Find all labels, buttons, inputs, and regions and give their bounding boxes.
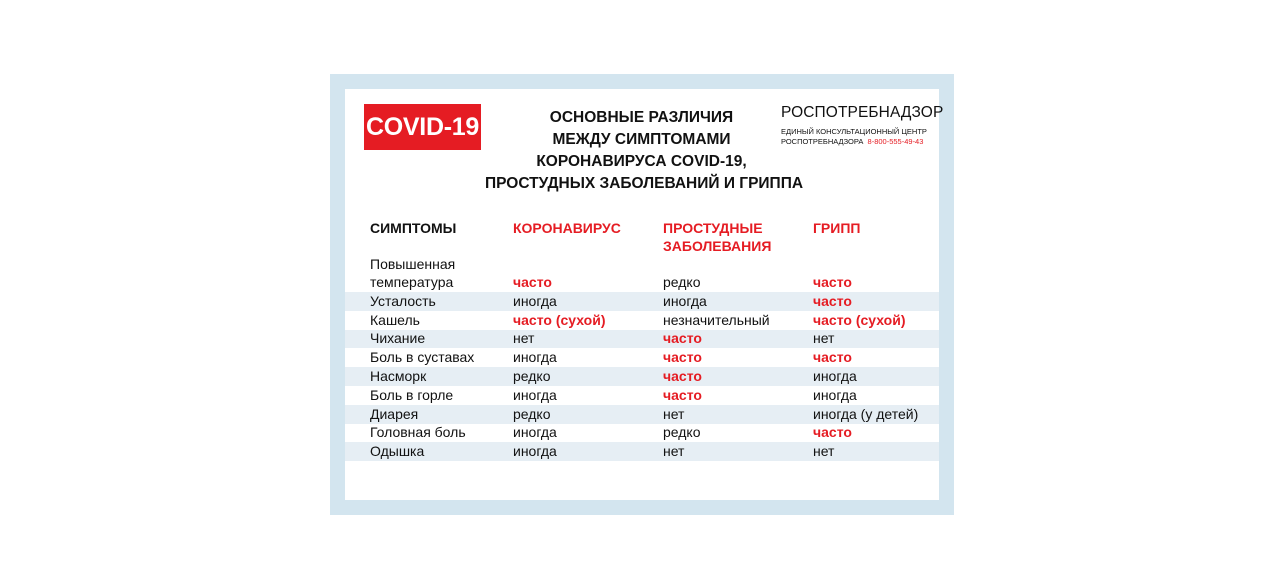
header-symptoms: СИМПТОМЫ (370, 220, 457, 236)
coronavirus-cell: часто (сухой) (513, 311, 606, 328)
flu-cell: часто (813, 274, 852, 290)
symptom-cell: Одышка (370, 443, 425, 460)
table-header (345, 217, 939, 257)
table-row (345, 405, 939, 424)
coronavirus-cell: иногда (513, 292, 557, 309)
poster-card (345, 89, 944, 500)
coronavirus-cell: иногда (513, 424, 557, 441)
colds-cell: часто (663, 349, 702, 366)
table-row (345, 424, 939, 443)
colds-cell: нет (663, 405, 685, 422)
header-coronavirus: КОРОНАВИРУС (513, 220, 621, 236)
colds-cell: незначительный (663, 311, 770, 328)
coronavirus-cell: редко (513, 367, 551, 384)
colds-cell: редко (663, 424, 701, 441)
colds-cell: часто (663, 330, 702, 347)
flu-cell: часто (813, 349, 852, 366)
flu-cell: иногда (813, 367, 857, 384)
symptom-cell: Усталость (370, 292, 436, 309)
coronavirus-cell: иногда (513, 386, 557, 403)
covid-badge: COVID-19 (364, 104, 481, 150)
symptom-cell: Головная боль (370, 424, 466, 441)
symptom-cell: Насморк (370, 367, 427, 384)
colds-cell: редко (663, 274, 701, 290)
title-line: ОСНОВНЫЕ РАЗЛИЧИЯ (549, 109, 734, 126)
colds-cell: иногда (663, 292, 707, 309)
coronavirus-cell: иногда (513, 349, 557, 366)
coronavirus-cell: нет (513, 330, 535, 347)
flu-cell: иногда (813, 386, 857, 403)
colds-cell: часто (663, 367, 702, 384)
symptom-cell: Боль в суставах (370, 349, 475, 366)
org-name: РОСПОТРЕБНАДЗОР (781, 104, 944, 121)
symptom-cell: Чихание (370, 330, 426, 347)
table-row (345, 311, 939, 330)
header-flu: ГРИПП (813, 220, 861, 236)
symptom-cell: Боль в горле (370, 386, 454, 403)
table-row (345, 386, 939, 405)
colds-cell: часто (663, 386, 702, 403)
coronavirus-cell: часто (513, 274, 552, 290)
symptom-table (345, 255, 939, 461)
symptom-cell: Повышенная температура (370, 256, 456, 290)
header-colds: ПРОСТУДНЫЕ ЗАБОЛЕВАНИЯ (663, 220, 772, 254)
title-line: КОРОНАВИРУСА COVID-19, (536, 153, 747, 170)
table-row (345, 330, 939, 349)
flu-cell: иногда (у детей) (813, 405, 919, 422)
flu-cell: часто (813, 424, 852, 441)
org-subtitle (781, 127, 941, 147)
org-block (781, 104, 944, 147)
coronavirus-cell: иногда (513, 443, 557, 460)
flu-cell: нет (813, 330, 835, 347)
colds-cell: нет (663, 443, 685, 460)
symptom-cell: Диарея (370, 405, 419, 422)
flu-cell: часто (813, 292, 852, 309)
org-sub-line2 (781, 137, 941, 147)
flu-cell: нет (813, 443, 835, 460)
title-line: МЕЖДУ СИМПТОМАМИ (552, 131, 731, 148)
org-phone: 8-800-555-49-43 (867, 137, 924, 146)
coronavirus-cell: редко (513, 405, 551, 422)
table-row (345, 442, 939, 461)
org-sub-line2-text: РОСПОТРЕБНАДЗОРА (781, 137, 864, 146)
table-row (345, 255, 939, 292)
table-row (345, 348, 939, 367)
org-sub-line1: ЕДИНЫЙ КОНСУЛЬТАЦИОННЫЙ ЦЕНТР (781, 127, 927, 136)
flu-cell: часто (сухой) (813, 311, 906, 328)
symptom-cell: Кашель (370, 311, 420, 328)
table-row (345, 292, 939, 311)
title-line: ПРОСТУДНЫХ ЗАБОЛЕВАНИЙ И ГРИППА (485, 175, 804, 192)
poster-title (485, 107, 804, 195)
table-row (345, 367, 939, 386)
